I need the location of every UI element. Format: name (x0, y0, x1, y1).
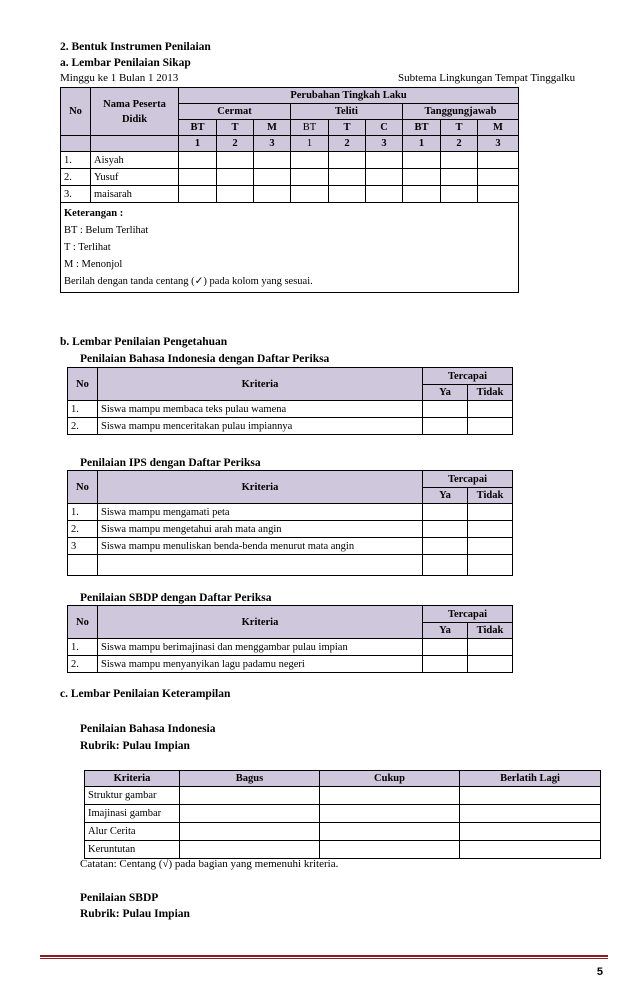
check-cell[interactable] (403, 169, 441, 186)
table-row (68, 555, 513, 576)
check-cell[interactable] (423, 555, 468, 576)
check-cell[interactable] (423, 418, 468, 435)
row-number: 3. (61, 186, 91, 203)
checklist-table-ips (67, 470, 513, 576)
check-cell[interactable] (468, 521, 513, 538)
checklist-table-sbdp (67, 605, 513, 673)
check-cell[interactable] (460, 841, 601, 859)
check-cell[interactable] (460, 787, 601, 805)
check-cell[interactable] (460, 805, 601, 823)
row-number: 3 (68, 538, 98, 555)
check-cell[interactable] (478, 152, 519, 169)
check-cell[interactable] (291, 186, 329, 203)
col-criteria-header: Kriteria (98, 606, 423, 639)
section-a-title: a. Lembar Penilaian Sikap (60, 57, 191, 69)
group-tanggungjawab: Tanggungjawab (403, 104, 519, 120)
rubric-header-good: Bagus (180, 771, 320, 787)
rubric-1-subtitle: Rubrik: Pulau Impian (80, 740, 190, 752)
col-no-header: No (68, 368, 98, 401)
check-cell[interactable] (329, 169, 366, 186)
sub-score: 3 (254, 136, 291, 152)
check-cell[interactable] (460, 823, 601, 841)
col-reached-header: Tercapai (423, 471, 513, 488)
notes-title: Keterangan : (64, 208, 124, 219)
rubric-criteria: Alur Cerita (85, 823, 180, 841)
table-row (85, 841, 601, 859)
check-cell[interactable] (468, 538, 513, 555)
check-cell[interactable] (441, 152, 478, 169)
criteria-text: Siswa mampu berimajinasi dan menggambar pulau impian (98, 639, 423, 656)
sub-label: T (217, 120, 254, 136)
check-cell[interactable] (180, 787, 320, 805)
check-cell[interactable] (423, 639, 468, 656)
check-cell[interactable] (254, 169, 291, 186)
col-no-header: No (61, 88, 91, 136)
sub-score: 1 (179, 136, 217, 152)
table-row (68, 656, 513, 673)
check-cell[interactable] (329, 152, 366, 169)
criteria-text: Siswa mampu membaca teks pulau wamena (98, 401, 423, 418)
subtheme-line: Subtema Lingkungan Tempat Tinggalku (398, 72, 576, 84)
rubric-2-title: Penilaian SBDP (80, 892, 159, 904)
row-number: 2. (61, 169, 91, 186)
col-criteria-header: Kriteria (98, 471, 423, 504)
table-row (68, 418, 513, 435)
check-cell[interactable] (179, 152, 217, 169)
rubric-2-subtitle: Rubrik: Pulau Impian (80, 908, 190, 920)
rubric-header-enough: Cukup (320, 771, 460, 787)
row-number (68, 555, 98, 576)
sub-score: 2 (441, 136, 478, 152)
rubric-criteria: Keruntutan (85, 841, 180, 859)
group-cermat: Cermat (179, 104, 291, 120)
check-cell[interactable] (320, 841, 460, 859)
criteria-text: Siswa mampu mengamati peta (98, 504, 423, 521)
table-b2-title: Penilaian IPS dengan Daftar Periksa (80, 457, 261, 469)
col-yes-header: Ya (423, 623, 468, 639)
student-name: Yusuf (91, 169, 179, 186)
check-cell[interactable] (254, 186, 291, 203)
check-cell[interactable] (423, 538, 468, 555)
check-cell[interactable] (423, 504, 468, 521)
table-row (85, 823, 601, 841)
check-cell[interactable] (441, 169, 478, 186)
sub-score: 3 (366, 136, 403, 152)
group-teliti: Teliti (291, 104, 403, 120)
section-b-title: b. Lembar Penilaian Pengetahuan (60, 336, 228, 348)
score-no-cell (61, 136, 91, 152)
col-yes-header: Ya (423, 488, 468, 504)
table-row (68, 401, 513, 418)
note-line: T : Terlihat (64, 242, 111, 253)
check-cell[interactable] (468, 504, 513, 521)
col-name-header: Nama Peserta Didik (91, 88, 179, 136)
check-cell[interactable] (468, 656, 513, 673)
table-row (85, 805, 601, 823)
col-yes-header: Ya (423, 385, 468, 401)
check-cell[interactable] (468, 555, 513, 576)
criteria-text: Siswa mampu menuliskan benda-benda menurut mata angin (98, 538, 423, 555)
check-cell[interactable] (366, 186, 403, 203)
check-cell[interactable] (423, 656, 468, 673)
check-cell[interactable] (320, 805, 460, 823)
check-cell[interactable] (320, 823, 460, 841)
week-line: Minggu ke 1 Bulan 1 2013 (60, 72, 179, 84)
note-line: Berilah dengan tanda centang (✓) pada kolom yang sesuai. (64, 276, 313, 287)
row-number: 1. (68, 639, 98, 656)
sub-score: 3 (478, 136, 519, 152)
notes-row (61, 203, 519, 293)
table-row (61, 152, 519, 169)
check-cell[interactable] (403, 186, 441, 203)
rubric-1-title: Penilaian Bahasa Indonesia (80, 723, 216, 735)
sub-score: 2 (329, 136, 366, 152)
footer-rule (40, 955, 608, 957)
table-row (85, 787, 601, 805)
page-number: 5 (596, 966, 603, 978)
criteria-text: Siswa mampu mengetahui arah mata angin (98, 521, 423, 538)
rubric-header-practice: Berlatih Lagi (460, 771, 601, 787)
behavior-change-header: Perubahan Tingkah Laku (179, 88, 519, 104)
table-row (68, 639, 513, 656)
check-cell[interactable] (217, 169, 254, 186)
student-name: Aisyah (91, 152, 179, 169)
check-cell[interactable] (291, 152, 329, 169)
sub-score: 1 (291, 136, 329, 152)
check-cell[interactable] (478, 186, 519, 203)
table-b1-title: Penilaian Bahasa Indonesia dengan Daftar Periksa (80, 353, 330, 365)
attitude-table (60, 87, 519, 293)
check-cell[interactable] (423, 401, 468, 418)
row-number: 2. (68, 521, 98, 538)
check-cell[interactable] (478, 169, 519, 186)
check-cell[interactable] (403, 152, 441, 169)
sub-score: 2 (217, 136, 254, 152)
col-notyet-header: Tidak (468, 385, 513, 401)
check-cell[interactable] (329, 186, 366, 203)
check-cell[interactable] (366, 169, 403, 186)
checklist-table-bahasa (67, 367, 513, 435)
row-number: 1. (61, 152, 91, 169)
col-no-header: No (68, 471, 98, 504)
rubric-header-criteria: Kriteria (85, 771, 180, 787)
row-number: 2. (68, 418, 98, 435)
check-cell[interactable] (468, 401, 513, 418)
col-no-header: No (68, 606, 98, 639)
sub-label: T (329, 120, 366, 136)
check-cell[interactable] (366, 152, 403, 169)
note-line: BT : Belum Terlihat (64, 225, 149, 236)
check-cell[interactable] (180, 841, 320, 859)
check-cell[interactable] (179, 169, 217, 186)
sub-label: BT (291, 120, 329, 136)
check-cell[interactable] (320, 787, 460, 805)
sub-label: T (441, 120, 478, 136)
col-notyet-header: Tidak (468, 488, 513, 504)
sub-label: BT (403, 120, 441, 136)
check-cell[interactable] (180, 805, 320, 823)
rubric-criteria: Struktur gambar (85, 787, 180, 805)
section-2-title: 2. Bentuk Instrumen Penilaian (60, 41, 211, 53)
rubric-criteria: Imajinasi gambar (85, 805, 180, 823)
check-cell[interactable] (179, 186, 217, 203)
check-cell[interactable] (468, 418, 513, 435)
check-cell[interactable] (254, 152, 291, 169)
check-cell[interactable] (468, 639, 513, 656)
check-cell[interactable] (423, 521, 468, 538)
table-row (61, 169, 519, 186)
check-cell[interactable] (217, 186, 254, 203)
table-row (68, 521, 513, 538)
col-reached-header: Tercapai (423, 606, 513, 623)
sub-label: C (366, 120, 403, 136)
sub-label: BT (179, 120, 217, 136)
col-criteria-header: Kriteria (98, 368, 423, 401)
check-cell[interactable] (291, 169, 329, 186)
check-cell[interactable] (441, 186, 478, 203)
rubric-table (84, 770, 601, 859)
footer-rule-thin (40, 958, 608, 959)
criteria-text: Siswa mampu menceritakan pulau impiannya (98, 418, 423, 435)
student-name: maisarah (91, 186, 179, 203)
col-reached-header: Tercapai (423, 368, 513, 385)
sub-label: M (254, 120, 291, 136)
section-c-title: c. Lembar Penilaian Keterampilan (60, 688, 231, 700)
table-row (61, 186, 519, 203)
table-b3-title: Penilaian SBDP dengan Daftar Periksa (80, 592, 272, 604)
row-number: 1. (68, 504, 98, 521)
col-notyet-header: Tidak (468, 623, 513, 639)
criteria-text: Siswa mampu menyanyikan lagu padamu negeri (98, 656, 423, 673)
check-cell[interactable] (180, 823, 320, 841)
table-row (68, 538, 513, 555)
sub-score: 1 (403, 136, 441, 152)
rubric-note: Catatan: Centang (√) pada bagian yang memenuhi kriteria. (80, 858, 339, 870)
row-number: 2. (68, 656, 98, 673)
sub-label: M (478, 120, 519, 136)
check-cell[interactable] (217, 152, 254, 169)
table-row (68, 504, 513, 521)
note-line: M : Menonjol (64, 259, 123, 270)
row-number: 1. (68, 401, 98, 418)
criteria-text (98, 555, 423, 576)
score-name-cell (91, 136, 179, 152)
